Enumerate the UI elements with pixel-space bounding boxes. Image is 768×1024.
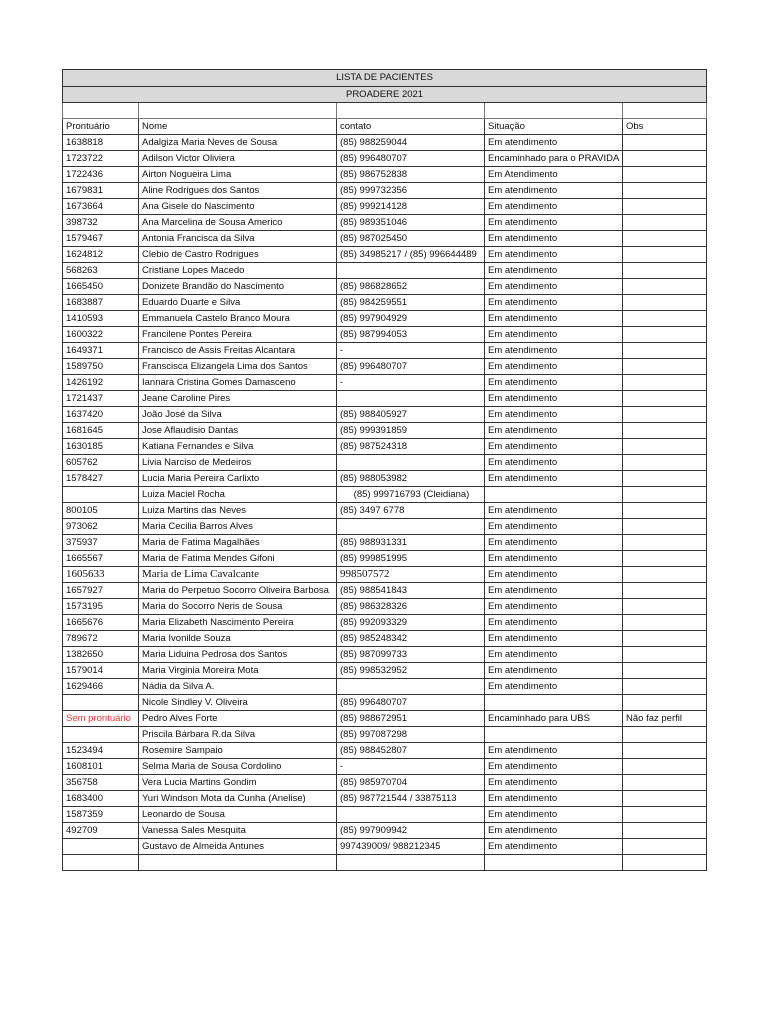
- prontuario-cell: 1624812: [63, 247, 139, 263]
- table-row: [63, 359, 707, 375]
- obs-cell: [623, 743, 707, 759]
- prontuario-cell: 1638818: [63, 135, 139, 151]
- contato-cell: (85) 987099733: [337, 647, 485, 663]
- table-row: [63, 199, 707, 215]
- contato-cell: (85) 34985217 / (85) 996644489: [337, 247, 485, 263]
- situacao-cell: Em atendimento: [485, 263, 623, 279]
- nome-cell: Livia Narciso de Medeiros: [139, 455, 337, 471]
- empty-cell: [139, 103, 337, 119]
- table-row: [63, 663, 707, 679]
- contato-cell: (85) 996480707: [337, 695, 485, 711]
- obs-cell: [623, 503, 707, 519]
- situacao-cell: Em atendimento: [485, 567, 623, 583]
- situacao-cell: Em atendimento: [485, 791, 623, 807]
- column-header-situacao: Situação: [485, 119, 623, 135]
- contato-cell: [337, 679, 485, 695]
- contato-cell: (85) 999716793 (Cleidiana): [337, 487, 485, 503]
- contato-cell: (85) 986828652: [337, 279, 485, 295]
- obs-cell: [623, 775, 707, 791]
- nome-cell: Clebio de Castro Rodrigues: [139, 247, 337, 263]
- situacao-cell: Em atendimento: [485, 183, 623, 199]
- prontuario-cell: 1683400: [63, 791, 139, 807]
- prontuario-cell: 1683887: [63, 295, 139, 311]
- prontuario-cell: 1681645: [63, 423, 139, 439]
- obs-cell: [623, 599, 707, 615]
- situacao-cell: [485, 727, 623, 743]
- table-row: [63, 839, 707, 855]
- table-row: [63, 215, 707, 231]
- obs-cell: [623, 263, 707, 279]
- nome-cell: Franscisca Elizangela Lima dos Santos: [139, 359, 337, 375]
- contato-cell: (85) 987994053: [337, 327, 485, 343]
- table-row: [63, 695, 707, 711]
- nome-cell: Lucia Maria Pereira Carlixto: [139, 471, 337, 487]
- obs-cell: [623, 199, 707, 215]
- prontuario-cell: 1657927: [63, 583, 139, 599]
- nome-cell: Jeane Caroline Pires: [139, 391, 337, 407]
- situacao-cell: Em atendimento: [485, 455, 623, 471]
- table-row: [63, 311, 707, 327]
- prontuario-cell: [63, 839, 139, 855]
- contato-cell: (85) 986328326: [337, 599, 485, 615]
- nome-cell: Maria do Perpetuo Socorro Oliveira Barbosa: [139, 583, 337, 599]
- contato-cell: (85) 997087298: [337, 727, 485, 743]
- table-row: [63, 615, 707, 631]
- table-row: [63, 375, 707, 391]
- situacao-cell: Em atendimento: [485, 135, 623, 151]
- contato-cell: (85) 987025450: [337, 231, 485, 247]
- obs-cell: [623, 695, 707, 711]
- prontuario-cell: 1589750: [63, 359, 139, 375]
- table-row: [63, 295, 707, 311]
- prontuario-cell: [63, 727, 139, 743]
- nome-cell: Jose Aflaudisio Dantas: [139, 423, 337, 439]
- contato-cell: (85) 988931331: [337, 535, 485, 551]
- patient-list-table: [62, 69, 707, 871]
- contato-cell: [337, 807, 485, 823]
- situacao-cell: Em atendimento: [485, 647, 623, 663]
- obs-cell: [623, 311, 707, 327]
- table-row: [63, 471, 707, 487]
- contato-cell: 997439009/ 988212345: [337, 839, 485, 855]
- table-row: [63, 599, 707, 615]
- contato-cell: (85) 986752838: [337, 167, 485, 183]
- situacao-cell: Em atendimento: [485, 807, 623, 823]
- contato-cell: (85) 999214128: [337, 199, 485, 215]
- obs-cell: [623, 791, 707, 807]
- situacao-cell: Em atendimento: [485, 231, 623, 247]
- obs-cell: [623, 647, 707, 663]
- prontuario-cell: 1573195: [63, 599, 139, 615]
- table-row: [63, 455, 707, 471]
- contato-cell: (85) 984259551: [337, 295, 485, 311]
- obs-cell: [623, 279, 707, 295]
- obs-cell: [623, 727, 707, 743]
- contato-cell: (85) 985248342: [337, 631, 485, 647]
- situacao-cell: Em atendimento: [485, 423, 623, 439]
- empty-cell: [485, 103, 623, 119]
- contato-cell: (85) 987524318: [337, 439, 485, 455]
- prontuario-cell: 1665450: [63, 279, 139, 295]
- table-row: [63, 423, 707, 439]
- nome-cell: Airton Nogueira Lima: [139, 167, 337, 183]
- prontuario-cell: 1722436: [63, 167, 139, 183]
- table-row: [63, 407, 707, 423]
- table-row: [63, 327, 707, 343]
- situacao-cell: Em atendimento: [485, 503, 623, 519]
- prontuario-cell: 1665676: [63, 615, 139, 631]
- prontuario-cell: 1637420: [63, 407, 139, 423]
- obs-cell: [623, 583, 707, 599]
- obs-cell: [623, 183, 707, 199]
- prontuario-cell: 1587359: [63, 807, 139, 823]
- table-row: [63, 583, 707, 599]
- table-row: [63, 551, 707, 567]
- table-row: [63, 791, 707, 807]
- contato-cell: (85) 988053982: [337, 471, 485, 487]
- contato-cell: (85) 988541843: [337, 583, 485, 599]
- prontuario-cell: 1579467: [63, 231, 139, 247]
- situacao-cell: Em atendimento: [485, 391, 623, 407]
- situacao-cell: Em atendimento: [485, 535, 623, 551]
- table-row: [63, 343, 707, 359]
- prontuario-cell: 605762: [63, 455, 139, 471]
- contato-cell: (85) 988259044: [337, 135, 485, 151]
- nome-cell: Emmanuela Castelo Branco Moura: [139, 311, 337, 327]
- situacao-cell: Em atendimento: [485, 247, 623, 263]
- nome-cell: Ana Gisele do Nascimento: [139, 199, 337, 215]
- contato-cell: (85) 988452807: [337, 743, 485, 759]
- nome-cell: Adalgiza Maria Neves de Sousa: [139, 135, 337, 151]
- nome-cell: Maria Ivonilde Souza: [139, 631, 337, 647]
- table-row: [63, 823, 707, 839]
- prontuario-cell: 1629466: [63, 679, 139, 695]
- nome-cell: Pedro Alves Forte: [139, 711, 337, 727]
- prontuario-cell: 375937: [63, 535, 139, 551]
- nome-cell: Luiza Maciel Rocha: [139, 487, 337, 503]
- nome-cell: Maria Virginia Moreira Mota: [139, 663, 337, 679]
- nome-cell: Maria de Lima Cavalcante: [139, 567, 337, 583]
- prontuario-cell: [63, 695, 139, 711]
- column-header-prontuario: Prontuário: [63, 119, 139, 135]
- obs-cell: [623, 807, 707, 823]
- obs-cell: [623, 135, 707, 151]
- situacao-cell: [485, 695, 623, 711]
- nome-cell: João José da Silva: [139, 407, 337, 423]
- obs-cell: [623, 679, 707, 695]
- nome-cell: Nicole Sindley V. Oliveira: [139, 695, 337, 711]
- obs-cell: [623, 231, 707, 247]
- table-row: [63, 647, 707, 663]
- table-row: [63, 135, 707, 151]
- empty-cell: [623, 855, 707, 871]
- prontuario-cell: 973062: [63, 519, 139, 535]
- situacao-cell: Em atendimento: [485, 775, 623, 791]
- subtitle-row: [63, 87, 707, 103]
- obs-cell: [623, 439, 707, 455]
- empty-cell: [139, 855, 337, 871]
- situacao-cell: Em atendimento: [485, 631, 623, 647]
- column-header-obs: Obs: [623, 119, 707, 135]
- contato-cell: (85) 997909942: [337, 823, 485, 839]
- prontuario-cell: 1721437: [63, 391, 139, 407]
- nome-cell: Antonia Francisca da Silva: [139, 231, 337, 247]
- nome-cell: Maria Elizabeth Nascimento Pereira: [139, 615, 337, 631]
- prontuario-cell: 800105: [63, 503, 139, 519]
- nome-cell: Vera Lucia Martins Gondim: [139, 775, 337, 791]
- situacao-cell: Em atendimento: [485, 439, 623, 455]
- obs-cell: [623, 343, 707, 359]
- situacao-cell: Em atendimento: [485, 759, 623, 775]
- prontuario-cell: 1410593: [63, 311, 139, 327]
- prontuario-cell: 492709: [63, 823, 139, 839]
- empty-row: [63, 855, 707, 871]
- nome-cell: Selma Maria de Sousa Cordolino: [139, 759, 337, 775]
- contato-cell: (85) 999851995: [337, 551, 485, 567]
- table-row: [63, 711, 707, 727]
- table-row: [63, 263, 707, 279]
- nome-cell: Maria Liduina Pedrosa dos Santos: [139, 647, 337, 663]
- table-row: [63, 503, 707, 519]
- prontuario-cell: 1649371: [63, 343, 139, 359]
- situacao-cell: Em atendimento: [485, 295, 623, 311]
- situacao-cell: Em atendimento: [485, 199, 623, 215]
- situacao-cell: Em atendimento: [485, 663, 623, 679]
- obs-cell: [623, 631, 707, 647]
- obs-cell: [623, 839, 707, 855]
- contato-cell: (85) 987721544 / 33875113: [337, 791, 485, 807]
- situacao-cell: Em atendimento: [485, 215, 623, 231]
- obs-cell: [623, 519, 707, 535]
- prontuario-cell: [63, 487, 139, 503]
- prontuario-cell: 1723722: [63, 151, 139, 167]
- contato-cell: (85) 996480707: [337, 151, 485, 167]
- contato-cell: [337, 263, 485, 279]
- nome-cell: Adilson Victor Oliviera: [139, 151, 337, 167]
- empty-cell: [63, 855, 139, 871]
- nome-cell: Donizete Brandão do Nascimento: [139, 279, 337, 295]
- prontuario-cell: 356758: [63, 775, 139, 791]
- table-row: [63, 231, 707, 247]
- contato-cell: (85) 992093329: [337, 615, 485, 631]
- table-row: [63, 439, 707, 455]
- table-row: [63, 487, 707, 503]
- nome-cell: Katiana Fernandes e Silva: [139, 439, 337, 455]
- table-row: [63, 631, 707, 647]
- column-header-row: [63, 119, 707, 135]
- nome-cell: Maria Cecilia Barros Alves: [139, 519, 337, 535]
- contato-cell: (85) 988405927: [337, 407, 485, 423]
- contato-cell: -: [337, 759, 485, 775]
- situacao-cell: Em atendimento: [485, 615, 623, 631]
- nome-cell: Maria de Fatima Magalhães: [139, 535, 337, 551]
- situacao-cell: Encaminhado para UBS: [485, 711, 623, 727]
- prontuario-cell: 1679831: [63, 183, 139, 199]
- nome-cell: Luiza Martins das Neves: [139, 503, 337, 519]
- table-row: [63, 151, 707, 167]
- document-title: LISTA DE PACIENTES: [63, 70, 707, 87]
- prontuario-cell: 1673664: [63, 199, 139, 215]
- contato-cell: [337, 391, 485, 407]
- obs-cell: [623, 247, 707, 263]
- table-row: [63, 279, 707, 295]
- table-row: [63, 567, 707, 583]
- missing-record-label: Sem prontuário: [63, 711, 139, 727]
- prontuario-cell: 1665567: [63, 551, 139, 567]
- obs-cell: [623, 167, 707, 183]
- obs-cell: [623, 407, 707, 423]
- nome-cell: Rosemire Sampaio: [139, 743, 337, 759]
- prontuario-cell: 1578427: [63, 471, 139, 487]
- obs-cell: [623, 567, 707, 583]
- obs-cell: [623, 759, 707, 775]
- table-row: [63, 807, 707, 823]
- table-row: [63, 759, 707, 775]
- table-row: [63, 391, 707, 407]
- nome-cell: Aline Rodrigues dos Santos: [139, 183, 337, 199]
- obs-cell: [623, 391, 707, 407]
- obs-cell: Não faz perfil: [623, 711, 707, 727]
- situacao-cell: Em atendimento: [485, 583, 623, 599]
- table-row: [63, 183, 707, 199]
- situacao-cell: Em atendimento: [485, 823, 623, 839]
- table-row: [63, 535, 707, 551]
- situacao-cell: Em atendimento: [485, 343, 623, 359]
- document-subtitle: PROADERE 2021: [63, 87, 707, 103]
- prontuario-cell: 1605633: [63, 567, 139, 583]
- obs-cell: [623, 663, 707, 679]
- situacao-cell: Em Atendimento: [485, 167, 623, 183]
- contato-cell: (85) 985970704: [337, 775, 485, 791]
- contato-cell: [337, 455, 485, 471]
- situacao-cell: Em atendimento: [485, 679, 623, 695]
- situacao-cell: Em atendimento: [485, 551, 623, 567]
- contato-cell: (85) 988672951: [337, 711, 485, 727]
- obs-cell: [623, 455, 707, 471]
- empty-cell: [337, 855, 485, 871]
- obs-cell: [623, 823, 707, 839]
- nome-cell: Maria de Fatima Mendes Gifoni: [139, 551, 337, 567]
- situacao-cell: Encaminhado para o PRAVIDA: [485, 151, 623, 167]
- contato-cell: [337, 519, 485, 535]
- situacao-cell: Em atendimento: [485, 839, 623, 855]
- nome-cell: Priscila Bárbara R.da Silva: [139, 727, 337, 743]
- prontuario-cell: 789672: [63, 631, 139, 647]
- obs-cell: [623, 551, 707, 567]
- prontuario-cell: 1382650: [63, 647, 139, 663]
- obs-cell: [623, 359, 707, 375]
- table-row: [63, 519, 707, 535]
- situacao-cell: [485, 487, 623, 503]
- situacao-cell: Em atendimento: [485, 471, 623, 487]
- contato-cell: (85) 996480707: [337, 359, 485, 375]
- empty-cell: [337, 103, 485, 119]
- situacao-cell: Em atendimento: [485, 311, 623, 327]
- obs-cell: [623, 487, 707, 503]
- nome-cell: Ana Marcelina de Sousa Americo: [139, 215, 337, 231]
- nome-cell: Yuri Windson Mota da Cunha (Anelise): [139, 791, 337, 807]
- prontuario-cell: 1579014: [63, 663, 139, 679]
- contato-cell: (85) 999732356: [337, 183, 485, 199]
- situacao-cell: Em atendimento: [485, 519, 623, 535]
- nome-cell: Iannara Cristina Gomes Damasceno: [139, 375, 337, 391]
- contato-cell: (85) 997904929: [337, 311, 485, 327]
- table-row: [63, 679, 707, 695]
- column-header-contato: contato: [337, 119, 485, 135]
- prontuario-cell: 1523494: [63, 743, 139, 759]
- situacao-cell: Em atendimento: [485, 375, 623, 391]
- contato-cell: -: [337, 375, 485, 391]
- prontuario-cell: 1600322: [63, 327, 139, 343]
- obs-cell: [623, 295, 707, 311]
- contato-cell: (85) 3497 6778: [337, 503, 485, 519]
- prontuario-cell: 1426192: [63, 375, 139, 391]
- column-header-nome: Nome: [139, 119, 337, 135]
- prontuario-cell: 1630185: [63, 439, 139, 455]
- obs-cell: [623, 423, 707, 439]
- situacao-cell: Em atendimento: [485, 407, 623, 423]
- nome-cell: Vanessa Sales Mesquita: [139, 823, 337, 839]
- nome-cell: Gustavo de Almeida Antunes: [139, 839, 337, 855]
- prontuario-cell: 568263: [63, 263, 139, 279]
- nome-cell: Nádia da Silva A.: [139, 679, 337, 695]
- table-row: [63, 167, 707, 183]
- table-row: [63, 727, 707, 743]
- nome-cell: Maria do Socorro Neris de Sousa: [139, 599, 337, 615]
- empty-cell: [623, 103, 707, 119]
- contato-cell: (85) 998532952: [337, 663, 485, 679]
- obs-cell: [623, 375, 707, 391]
- empty-cell: [63, 103, 139, 119]
- table-row: [63, 247, 707, 263]
- situacao-cell: Em atendimento: [485, 279, 623, 295]
- empty-cell: [485, 855, 623, 871]
- table-row: [63, 743, 707, 759]
- obs-cell: [623, 215, 707, 231]
- contato-cell: (85) 999391859: [337, 423, 485, 439]
- table-row: [63, 775, 707, 791]
- obs-cell: [623, 151, 707, 167]
- obs-cell: [623, 615, 707, 631]
- nome-cell: Leonardo de Sousa: [139, 807, 337, 823]
- prontuario-cell: 398732: [63, 215, 139, 231]
- nome-cell: Francisco de Assis Freitas Alcantara: [139, 343, 337, 359]
- prontuario-cell: 1608101: [63, 759, 139, 775]
- situacao-cell: Em atendimento: [485, 743, 623, 759]
- obs-cell: [623, 535, 707, 551]
- contato-cell: 998507572: [337, 567, 485, 583]
- situacao-cell: Em atendimento: [485, 359, 623, 375]
- nome-cell: Francilene Pontes Pereira: [139, 327, 337, 343]
- title-row: [63, 70, 707, 87]
- obs-cell: [623, 471, 707, 487]
- obs-cell: [623, 327, 707, 343]
- empty-row: [63, 103, 707, 119]
- nome-cell: Eduardo Duarte e Silva: [139, 295, 337, 311]
- nome-cell: Cristiane Lopes Macedo: [139, 263, 337, 279]
- situacao-cell: Em atendimento: [485, 327, 623, 343]
- situacao-cell: Em atendimento: [485, 599, 623, 615]
- contato-cell: -: [337, 343, 485, 359]
- contato-cell: (85) 989351046: [337, 215, 485, 231]
